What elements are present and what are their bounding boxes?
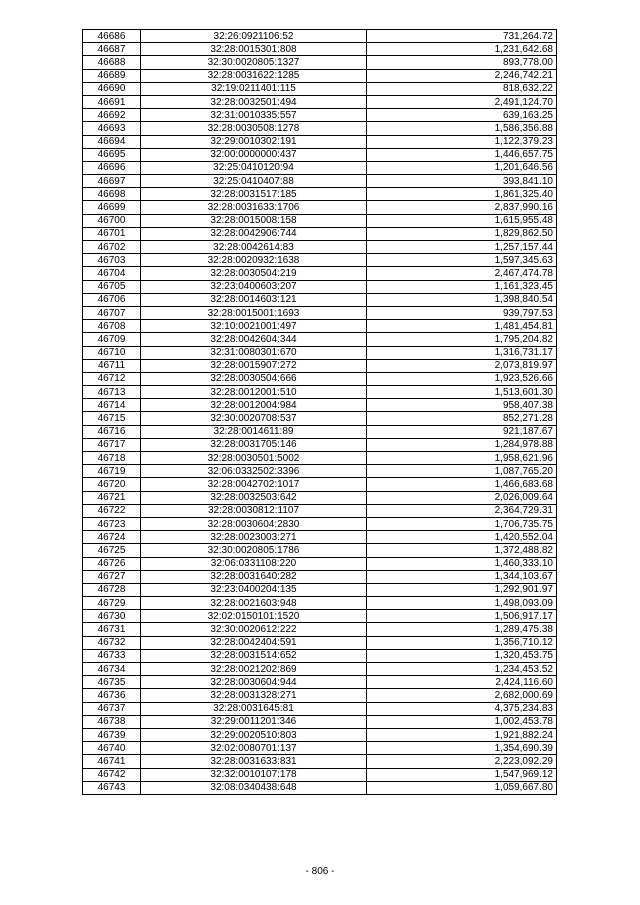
- cadastral-number-cell: 32:28:0031633:1706: [141, 201, 367, 214]
- amount-cell: 1,420,552.04: [367, 531, 557, 544]
- table-row: [83, 412, 557, 425]
- cadastral-number-cell: 32:29:0011201:346: [141, 715, 367, 728]
- row-number-cell: 46703: [83, 254, 141, 267]
- row-number-cell: 46728: [83, 583, 141, 596]
- table-row: [83, 491, 557, 504]
- amount-cell: 921,187.67: [367, 425, 557, 438]
- cadastral-number-cell: 32:28:0031633:831: [141, 755, 367, 768]
- amount-cell: 1,795,204.82: [367, 333, 557, 346]
- cadastral-number-cell: 32:10:0021001:497: [141, 320, 367, 333]
- row-number-cell: 46689: [83, 69, 141, 82]
- row-number-cell: 46734: [83, 663, 141, 676]
- amount-cell: 1,356,710.12: [367, 636, 557, 649]
- table-row: [83, 768, 557, 781]
- table-row: [83, 333, 557, 346]
- cadastral-number-cell: 32:28:0031328:271: [141, 689, 367, 702]
- cadastral-number-cell: 32:19:0211401:115: [141, 82, 367, 95]
- amount-cell: 1,829,862.50: [367, 227, 557, 240]
- cadastral-number-cell: 32:28:0031705:146: [141, 438, 367, 451]
- cadastral-number-cell: 32:28:0031514:652: [141, 649, 367, 662]
- amount-cell: 2,424,116.60: [367, 676, 557, 689]
- amount-cell: 1,372,488.82: [367, 544, 557, 557]
- table-row: [83, 175, 557, 188]
- amount-cell: 2,223,092.29: [367, 755, 557, 768]
- amount-cell: 2,073,819.97: [367, 359, 557, 372]
- amount-cell: 1,122,379.23: [367, 135, 557, 148]
- row-number-cell: 46722: [83, 504, 141, 517]
- cadastral-number-cell: 32:28:0030508:1278: [141, 122, 367, 135]
- row-number-cell: 46738: [83, 715, 141, 728]
- amount-cell: 1,586,356.88: [367, 122, 557, 135]
- table-row: [83, 438, 557, 451]
- cadastral-number-cell: 32:28:0012001:510: [141, 386, 367, 399]
- amount-cell: 1,498,093.09: [367, 597, 557, 610]
- table-row: [83, 201, 557, 214]
- cadastral-number-cell: 32:28:0015301:808: [141, 43, 367, 56]
- amount-cell: 1,506,917.17: [367, 610, 557, 623]
- table-row: [83, 755, 557, 768]
- table-row: [83, 280, 557, 293]
- amount-cell: 852,271.28: [367, 412, 557, 425]
- row-number-cell: 46739: [83, 728, 141, 741]
- table-row: [83, 689, 557, 702]
- cadastral-number-cell: 32:23:0400204:135: [141, 583, 367, 596]
- cadastral-number-cell: 32:28:0031517:185: [141, 188, 367, 201]
- row-number-cell: 46715: [83, 412, 141, 425]
- amount-cell: 1,398,840.54: [367, 293, 557, 306]
- table-row: [83, 227, 557, 240]
- table-row: [83, 597, 557, 610]
- cadastral-number-cell: 32:25:0410120:94: [141, 161, 367, 174]
- table-row: [83, 610, 557, 623]
- amount-cell: 1,161,323.45: [367, 280, 557, 293]
- table-row: [83, 43, 557, 56]
- table-row: [83, 425, 557, 438]
- amount-cell: 1,354,690.39: [367, 742, 557, 755]
- cadastral-number-cell: 32:31:0010335:557: [141, 109, 367, 122]
- row-number-cell: 46727: [83, 570, 141, 583]
- cadastral-number-cell: 32:28:0030504:666: [141, 372, 367, 385]
- table-row: [83, 636, 557, 649]
- table-row: [83, 109, 557, 122]
- cadastral-number-cell: 32:26:0921106:52: [141, 30, 367, 43]
- row-number-cell: 46707: [83, 306, 141, 319]
- cadastral-number-cell: 32:28:0030501:5002: [141, 452, 367, 465]
- table-row: [83, 399, 557, 412]
- cadastral-number-cell: 32:28:0032501:494: [141, 95, 367, 108]
- amount-cell: 939,797.53: [367, 306, 557, 319]
- amount-cell: 1,344,103.67: [367, 570, 557, 583]
- cadastral-number-cell: 32:29:0020510:803: [141, 728, 367, 741]
- row-number-cell: 46696: [83, 161, 141, 174]
- amount-cell: 393,841.10: [367, 175, 557, 188]
- table-row: [83, 30, 557, 43]
- amount-cell: 1,231,642.68: [367, 43, 557, 56]
- row-number-cell: 46718: [83, 452, 141, 465]
- cadastral-number-cell: 32:28:0042604:344: [141, 333, 367, 346]
- table-row: [83, 452, 557, 465]
- amount-cell: 1,597,345.63: [367, 254, 557, 267]
- table-row: [83, 649, 557, 662]
- cadastral-number-cell: 32:08:0340438:648: [141, 781, 367, 794]
- table-row: [83, 478, 557, 491]
- page-number: - 806 -: [305, 866, 335, 877]
- cadastral-number-cell: 32:28:0031622:1285: [141, 69, 367, 82]
- row-number-cell: 46692: [83, 109, 141, 122]
- amount-cell: 1,460,333.10: [367, 557, 557, 570]
- amount-cell: 1,466,683.68: [367, 478, 557, 491]
- table-row: [83, 715, 557, 728]
- cadastral-number-cell: 32:28:0031645:81: [141, 702, 367, 715]
- row-number-cell: 46693: [83, 122, 141, 135]
- cadastral-number-cell: 32:23:0400603:207: [141, 280, 367, 293]
- row-number-cell: 46726: [83, 557, 141, 570]
- table-row: [83, 241, 557, 254]
- row-number-cell: 46730: [83, 610, 141, 623]
- amount-cell: 1,481,454.81: [367, 320, 557, 333]
- row-number-cell: 46691: [83, 95, 141, 108]
- row-number-cell: 46697: [83, 175, 141, 188]
- amount-cell: 1,316,731.17: [367, 346, 557, 359]
- table-row: [83, 465, 557, 478]
- row-number-cell: 46690: [83, 82, 141, 95]
- amount-cell: 1,923,526.66: [367, 372, 557, 385]
- table-row: [83, 359, 557, 372]
- table-row: [83, 742, 557, 755]
- amount-cell: 1,087,765.20: [367, 465, 557, 478]
- row-number-cell: 46710: [83, 346, 141, 359]
- cadastral-number-cell: 32:02:0150101:1520: [141, 610, 367, 623]
- amount-cell: 1,861,325.40: [367, 188, 557, 201]
- amount-cell: 1,547,969.12: [367, 768, 557, 781]
- ledger-table-body: [83, 30, 557, 795]
- amount-cell: 2,246,742.21: [367, 69, 557, 82]
- cadastral-number-cell: 32:28:0042906:744: [141, 227, 367, 240]
- table-row: [83, 544, 557, 557]
- cadastral-number-cell: 32:28:0030604:944: [141, 676, 367, 689]
- amount-cell: 1,201,646.56: [367, 161, 557, 174]
- row-number-cell: 46716: [83, 425, 141, 438]
- amount-cell: 1,059,667.80: [367, 781, 557, 794]
- cadastral-number-cell: 32:00:0000000:437: [141, 148, 367, 161]
- cadastral-number-cell: 32:28:0021202:869: [141, 663, 367, 676]
- row-number-cell: 46701: [83, 227, 141, 240]
- row-number-cell: 46729: [83, 597, 141, 610]
- table-row: [83, 254, 557, 267]
- cadastral-number-cell: 32:30:0020612:222: [141, 623, 367, 636]
- table-row: [83, 570, 557, 583]
- table-row: [83, 386, 557, 399]
- row-number-cell: 46708: [83, 320, 141, 333]
- row-number-cell: 46704: [83, 267, 141, 280]
- cadastral-number-cell: 32:28:0030812:1107: [141, 504, 367, 517]
- cadastral-number-cell: 32:28:0030504:219: [141, 267, 367, 280]
- amount-cell: 1,292,901.97: [367, 583, 557, 596]
- cadastral-number-cell: 32:28:0014603:121: [141, 293, 367, 306]
- table-row: [83, 188, 557, 201]
- amount-cell: 1,513,601.30: [367, 386, 557, 399]
- table-row: [83, 531, 557, 544]
- cadastral-number-cell: 32:28:0023003:271: [141, 531, 367, 544]
- amount-cell: 2,682,000.69: [367, 689, 557, 702]
- table-row: [83, 161, 557, 174]
- table-row: [83, 663, 557, 676]
- amount-cell: 1,257,157.44: [367, 241, 557, 254]
- table-row: [83, 148, 557, 161]
- amount-cell: 1,320,453.75: [367, 649, 557, 662]
- row-number-cell: 46705: [83, 280, 141, 293]
- cadastral-number-cell: 32:28:0021603:948: [141, 597, 367, 610]
- cadastral-number-cell: 32:30:0020708:537: [141, 412, 367, 425]
- amount-cell: 2,837,990.16: [367, 201, 557, 214]
- amount-cell: 1,289,475.38: [367, 623, 557, 636]
- cadastral-number-cell: 32:28:0015001:1693: [141, 306, 367, 319]
- row-number-cell: 46714: [83, 399, 141, 412]
- row-number-cell: 46694: [83, 135, 141, 148]
- table-row: [83, 517, 557, 530]
- row-number-cell: 46688: [83, 56, 141, 69]
- row-number-cell: 46719: [83, 465, 141, 478]
- cadastral-number-cell: 32:32:0010107:178: [141, 768, 367, 781]
- table-row: [83, 728, 557, 741]
- cadastral-number-cell: 32:30:0020805:1786: [141, 544, 367, 557]
- table-row: [83, 676, 557, 689]
- row-number-cell: 46733: [83, 649, 141, 662]
- amount-cell: 958,407.38: [367, 399, 557, 412]
- table-row: [83, 56, 557, 69]
- row-number-cell: 46712: [83, 372, 141, 385]
- ledger-table: [82, 29, 557, 795]
- amount-cell: 2,026,009.64: [367, 491, 557, 504]
- amount-cell: 818,632.22: [367, 82, 557, 95]
- row-number-cell: 46686: [83, 30, 141, 43]
- cadastral-number-cell: 32:28:0032503:642: [141, 491, 367, 504]
- row-number-cell: 46737: [83, 702, 141, 715]
- amount-cell: 1,958,621.96: [367, 452, 557, 465]
- row-number-cell: 46700: [83, 214, 141, 227]
- cadastral-number-cell: 32:06:0331108:220: [141, 557, 367, 570]
- table-row: [83, 320, 557, 333]
- row-number-cell: 46732: [83, 636, 141, 649]
- row-number-cell: 46698: [83, 188, 141, 201]
- table-row: [83, 346, 557, 359]
- table-row: [83, 267, 557, 280]
- cadastral-number-cell: 32:28:0020932:1638: [141, 254, 367, 267]
- table-row: [83, 214, 557, 227]
- cadastral-number-cell: 32:06:0332502:3396: [141, 465, 367, 478]
- row-number-cell: 46731: [83, 623, 141, 636]
- table-row: [83, 702, 557, 715]
- cadastral-number-cell: 32:29:0010302:191: [141, 135, 367, 148]
- cadastral-number-cell: 32:28:0030604:2830: [141, 517, 367, 530]
- amount-cell: 1,615,955.48: [367, 214, 557, 227]
- row-number-cell: 46721: [83, 491, 141, 504]
- amount-cell: 2,467,474.78: [367, 267, 557, 280]
- row-number-cell: 46711: [83, 359, 141, 372]
- amount-cell: 639,163.25: [367, 109, 557, 122]
- amount-cell: 4,375,234.83: [367, 702, 557, 715]
- table-row: [83, 82, 557, 95]
- row-number-cell: 46736: [83, 689, 141, 702]
- amount-cell: 2,364,729.31: [367, 504, 557, 517]
- amount-cell: 1,234,453.52: [367, 663, 557, 676]
- amount-cell: 2,491,124.70: [367, 95, 557, 108]
- cadastral-number-cell: 32:25:0410407:88: [141, 175, 367, 188]
- cadastral-number-cell: 32:28:0015008:158: [141, 214, 367, 227]
- row-number-cell: 46717: [83, 438, 141, 451]
- table-row: [83, 557, 557, 570]
- row-number-cell: 46724: [83, 531, 141, 544]
- table-row: [83, 293, 557, 306]
- row-number-cell: 46706: [83, 293, 141, 306]
- row-number-cell: 46725: [83, 544, 141, 557]
- row-number-cell: 46687: [83, 43, 141, 56]
- amount-cell: 1,002,453.78: [367, 715, 557, 728]
- row-number-cell: 46713: [83, 386, 141, 399]
- cadastral-number-cell: 32:28:0014611:89: [141, 425, 367, 438]
- row-number-cell: 46723: [83, 517, 141, 530]
- table-row: [83, 122, 557, 135]
- amount-cell: 1,706,735.75: [367, 517, 557, 530]
- table-row: [83, 135, 557, 148]
- amount-cell: 1,284,978.88: [367, 438, 557, 451]
- cadastral-number-cell: 32:28:0042702:1017: [141, 478, 367, 491]
- row-number-cell: 46695: [83, 148, 141, 161]
- cadastral-number-cell: 32:30:0020805:1327: [141, 56, 367, 69]
- cadastral-number-cell: 32:02:0080701:137: [141, 742, 367, 755]
- amount-cell: 1,921,882.24: [367, 728, 557, 741]
- row-number-cell: 46735: [83, 676, 141, 689]
- row-number-cell: 46709: [83, 333, 141, 346]
- table-row: [83, 781, 557, 794]
- table-row: [83, 69, 557, 82]
- table-row: [83, 504, 557, 517]
- row-number-cell: 46702: [83, 241, 141, 254]
- cadastral-number-cell: 32:28:0015907:272: [141, 359, 367, 372]
- amount-cell: 731,264.72: [367, 30, 557, 43]
- amount-cell: 1,446,657.75: [367, 148, 557, 161]
- amount-cell: 893,778.00: [367, 56, 557, 69]
- cadastral-number-cell: 32:31:0080301:670: [141, 346, 367, 359]
- row-number-cell: 46742: [83, 768, 141, 781]
- table-row: [83, 372, 557, 385]
- row-number-cell: 46699: [83, 201, 141, 214]
- row-number-cell: 46720: [83, 478, 141, 491]
- table-row: [83, 583, 557, 596]
- cadastral-number-cell: 32:28:0042614:83: [141, 241, 367, 254]
- table-row: [83, 623, 557, 636]
- table-row: [83, 95, 557, 108]
- cadastral-number-cell: 32:28:0031640:282: [141, 570, 367, 583]
- cadastral-number-cell: 32:28:0042404:591: [141, 636, 367, 649]
- cadastral-number-cell: 32:28:0012004:984: [141, 399, 367, 412]
- row-number-cell: 46743: [83, 781, 141, 794]
- table-row: [83, 306, 557, 319]
- row-number-cell: 46740: [83, 742, 141, 755]
- row-number-cell: 46741: [83, 755, 141, 768]
